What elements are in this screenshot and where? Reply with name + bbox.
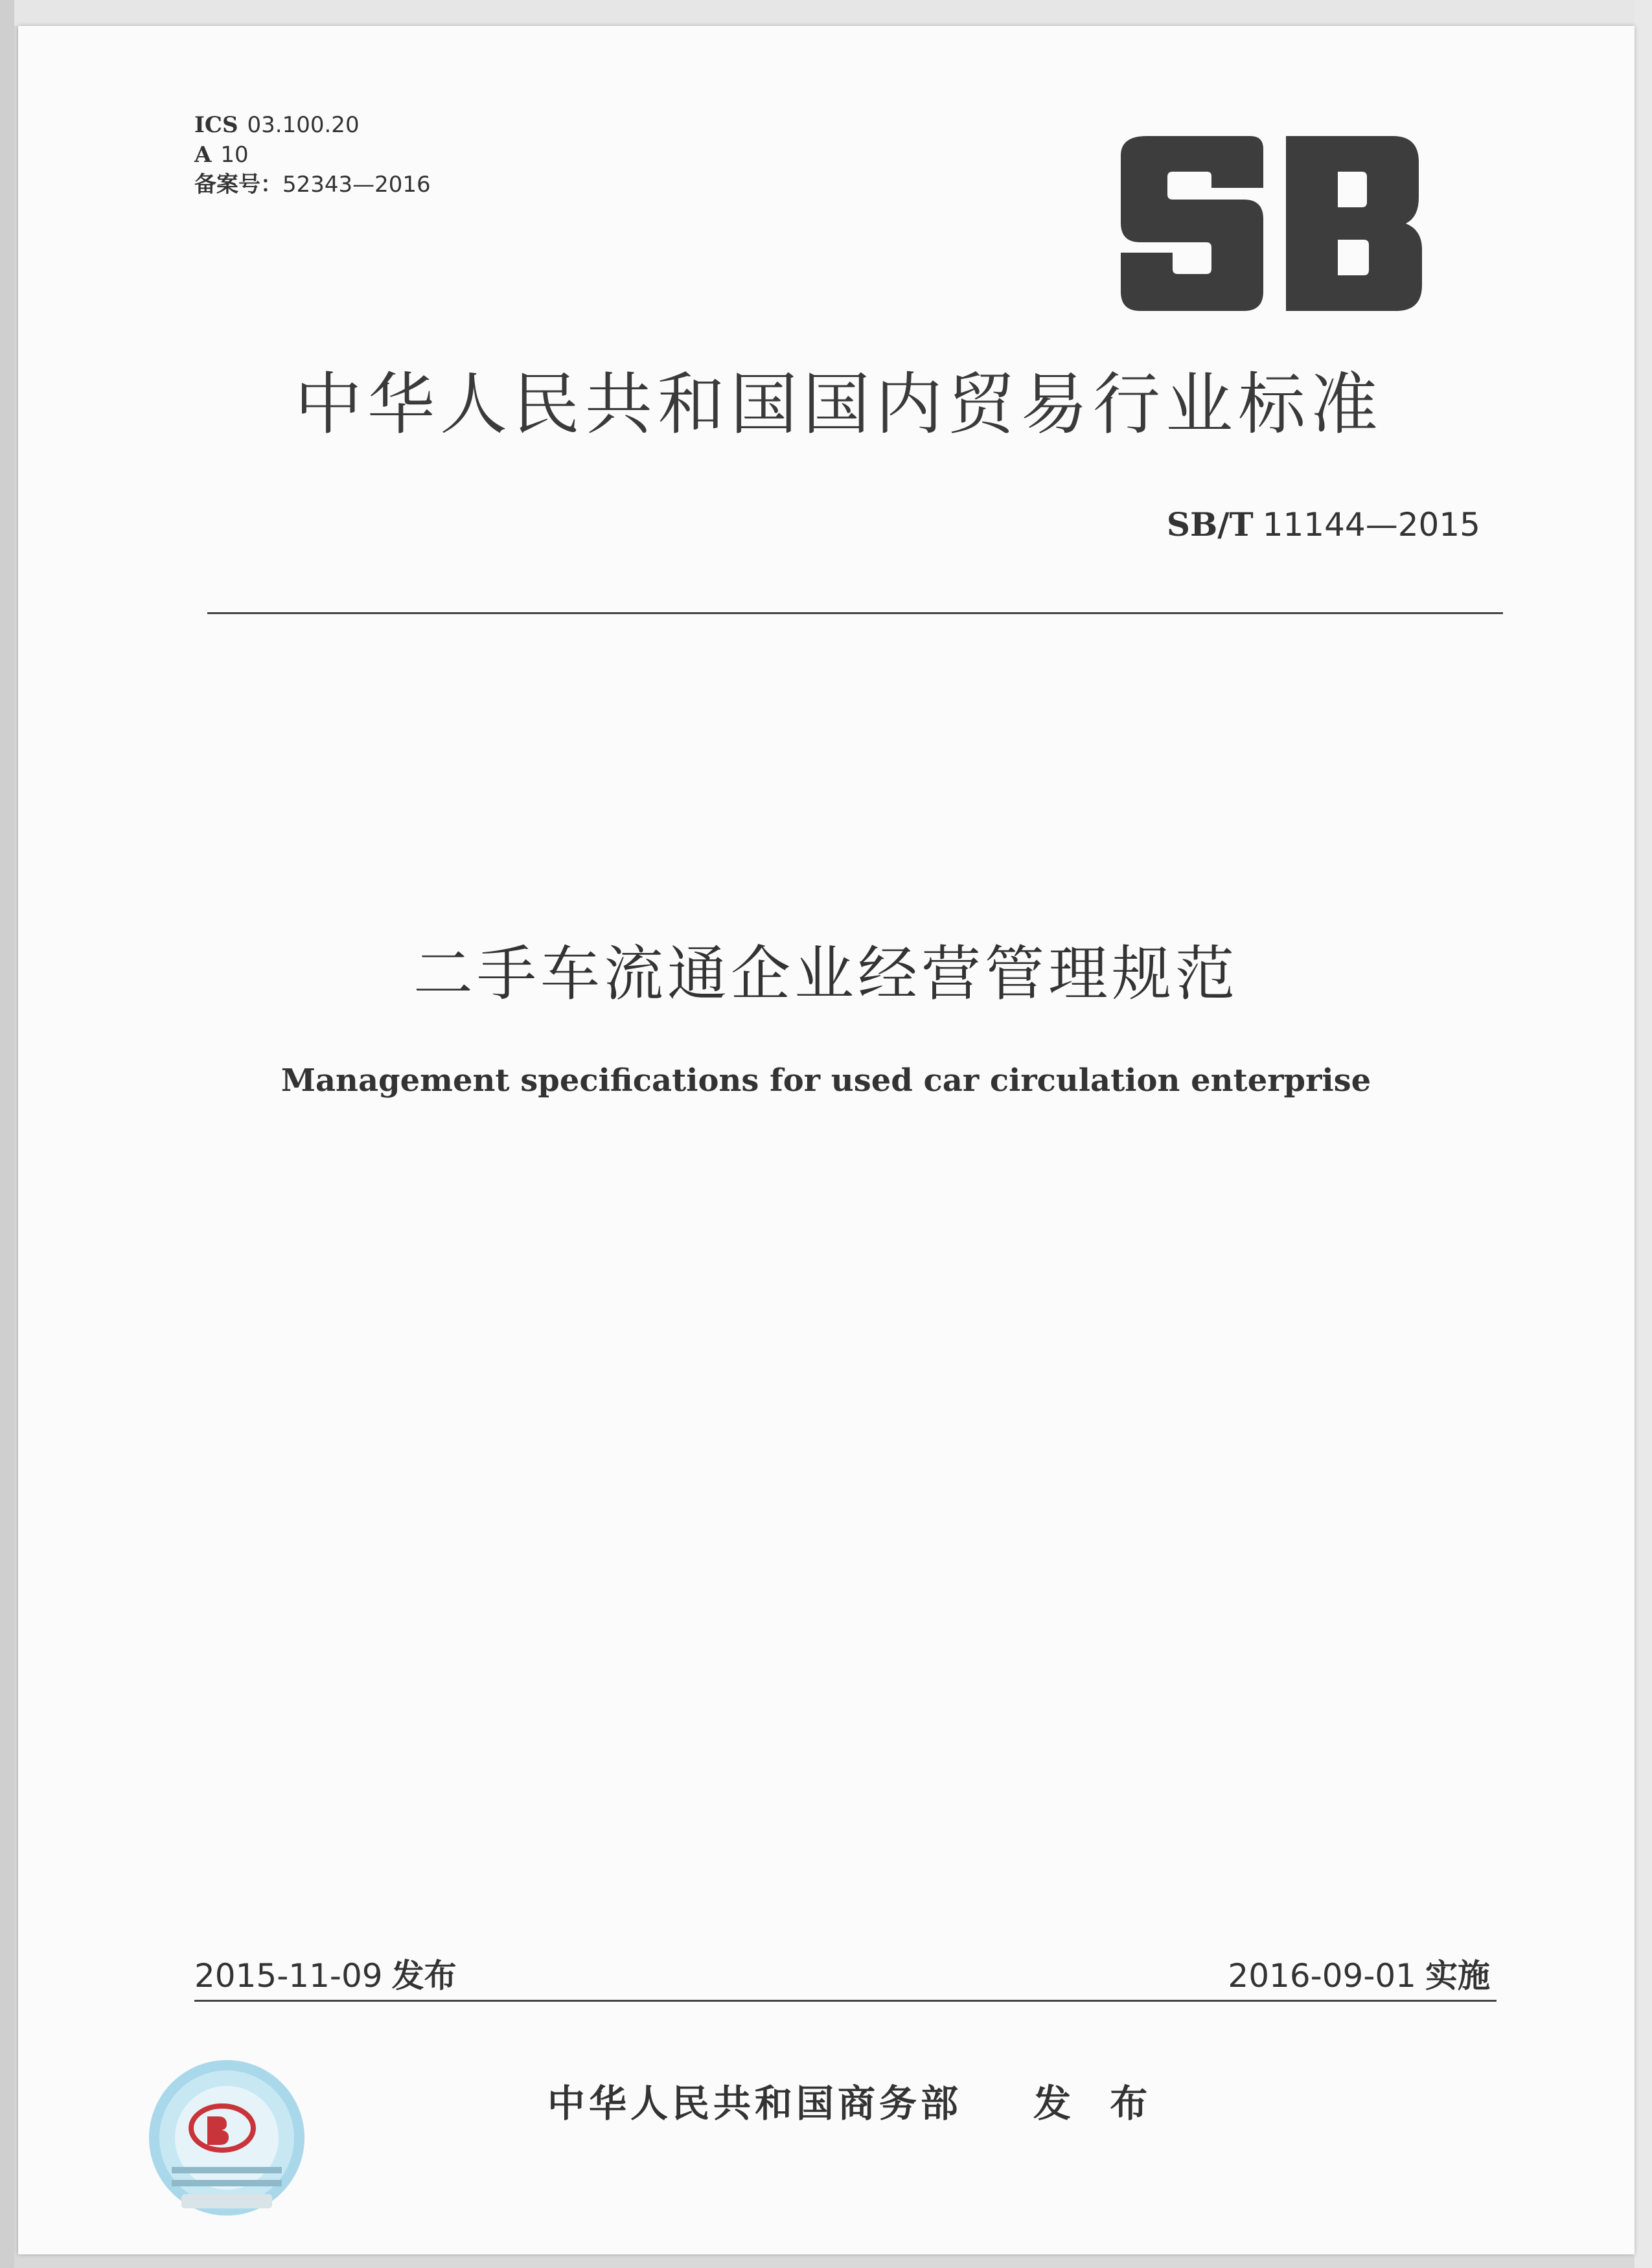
document-title-cn: 二手车流通企业经营管理规范 xyxy=(413,939,1239,1009)
implement-date-label: 实施 xyxy=(1425,1957,1490,1995)
sb-logo xyxy=(1108,136,1432,311)
scan-edge-right xyxy=(1635,0,1652,2268)
implement-date-value: 2016-09-01 xyxy=(1228,1957,1416,1995)
classification-block xyxy=(194,110,431,200)
org-title-text: 中华人民共和国国内贸易行业标准 xyxy=(294,365,1383,444)
publisher-name: 中华人民共和国商务部 xyxy=(547,2081,963,2125)
issue-date-label: 发布 xyxy=(391,1957,457,1995)
implement-date xyxy=(1228,1950,1490,1997)
registration-label: 备案号： xyxy=(194,172,282,198)
anti-counterfeit-sticker xyxy=(146,2057,308,2219)
issue-date-value: 2015-11-09 xyxy=(194,1957,383,1995)
scan-edge-top xyxy=(0,0,1652,26)
scan-edge-left xyxy=(0,0,14,2268)
standard-code-prefix: SB/T xyxy=(1166,505,1254,544)
issue-date xyxy=(194,1950,457,1997)
class-label: A xyxy=(194,142,212,168)
document-title-en: Management specifications for used car circulation enterprise xyxy=(281,1062,1371,1099)
ics-value: 03.100.20 xyxy=(247,112,360,138)
standard-code xyxy=(1167,505,1480,544)
ics-label: ICS xyxy=(194,112,238,138)
ics-line xyxy=(194,110,431,140)
class-value: 10 xyxy=(220,142,249,168)
class-line xyxy=(194,140,431,170)
footer-divider xyxy=(194,2000,1497,2002)
standard-code-number: 11144—2015 xyxy=(1262,506,1480,544)
issuing-category-title xyxy=(0,350,1652,447)
publisher xyxy=(547,2073,1160,2127)
registration-value: 52343—2016 xyxy=(282,172,431,198)
publisher-action: 发 布 xyxy=(1033,2081,1161,2125)
header-divider xyxy=(207,612,1503,614)
registration-line xyxy=(194,170,431,200)
